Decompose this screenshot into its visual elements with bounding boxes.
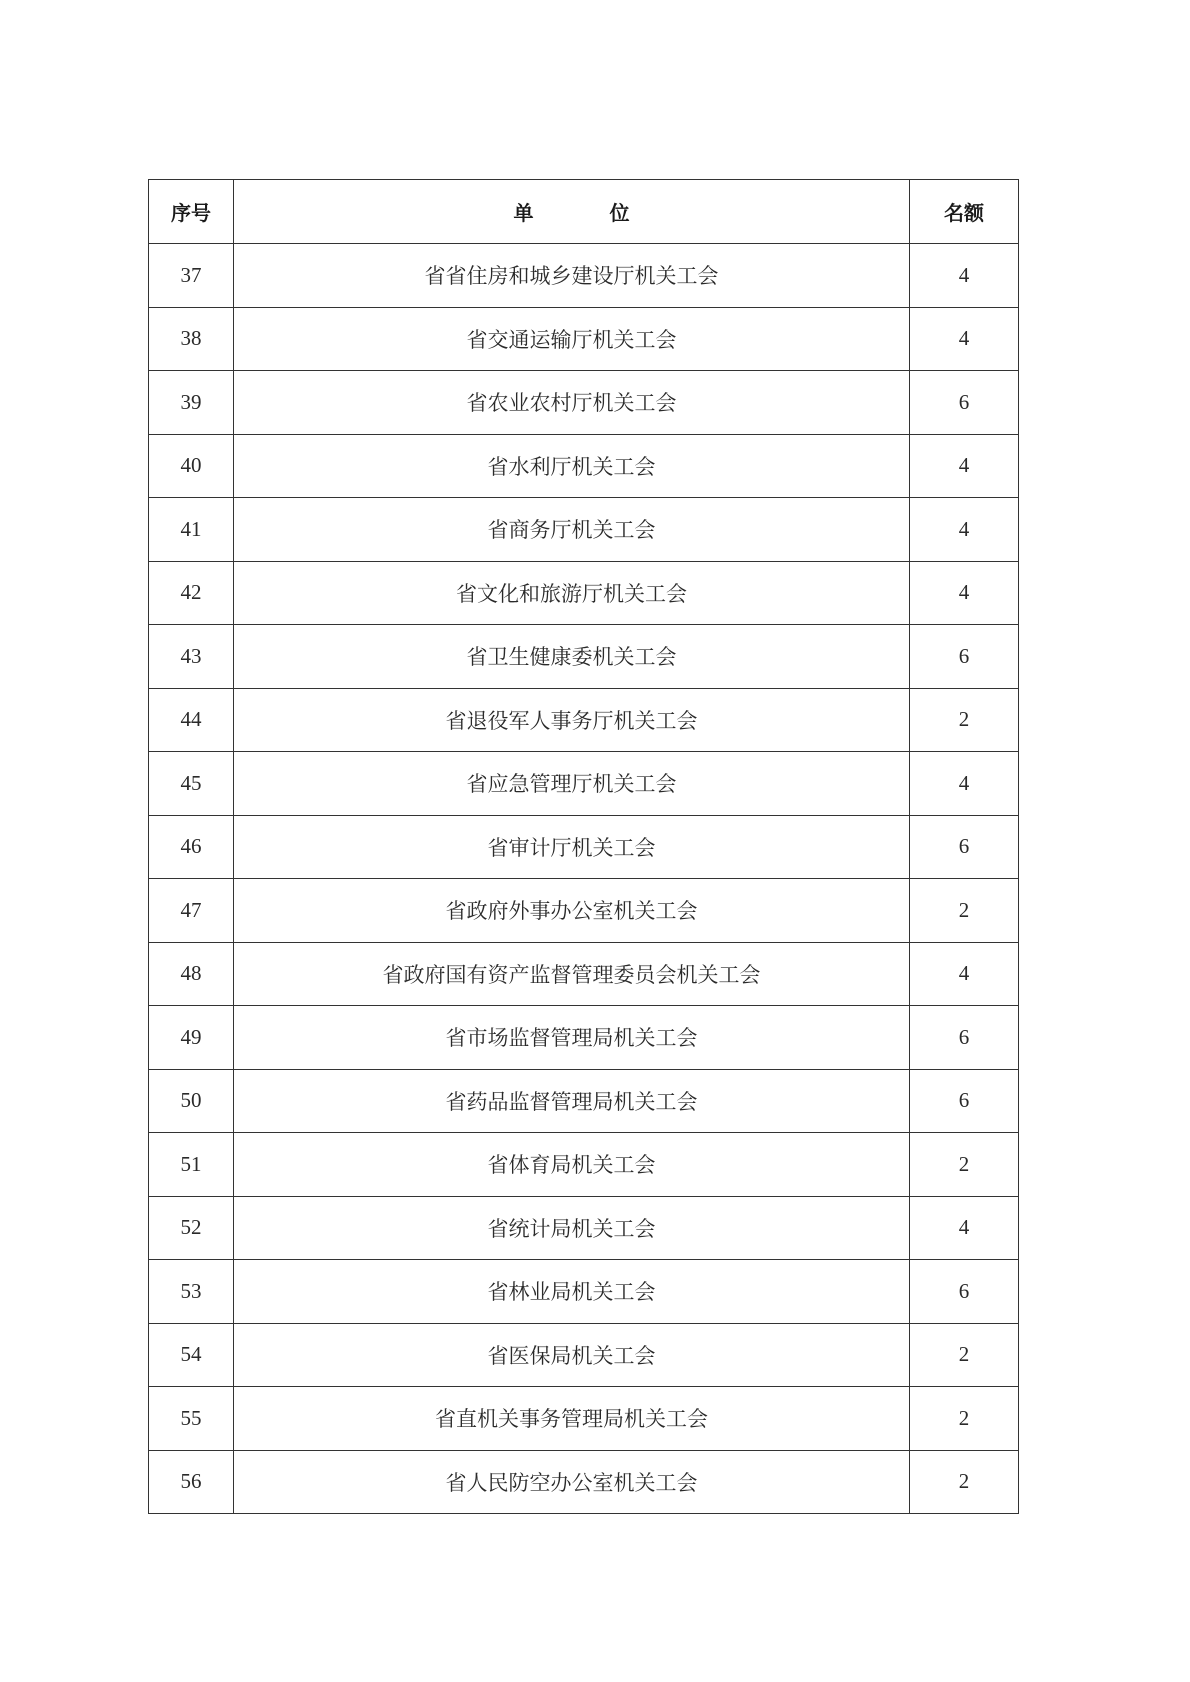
row-unit-cell: 省文化和旅游厅机关工会 <box>234 561 910 625</box>
table-row <box>149 561 1019 625</box>
row-unit-cell: 省统计局机关工会 <box>234 1196 910 1260</box>
row-unit-cell: 省商务厅机关工会 <box>234 498 910 562</box>
table-header <box>149 180 1019 244</box>
table-row <box>149 307 1019 371</box>
row-index-cell: 51 <box>149 1133 234 1197</box>
row-quota-cell: 4 <box>910 752 1019 816</box>
row-unit-cell: 省林业局机关工会 <box>234 1260 910 1324</box>
table-row <box>149 688 1019 752</box>
table-row <box>149 1196 1019 1260</box>
row-index-cell: 43 <box>149 625 234 689</box>
row-index-cell: 54 <box>149 1323 234 1387</box>
row-index-cell: 41 <box>149 498 234 562</box>
row-index-cell: 40 <box>149 434 234 498</box>
row-unit-cell: 省体育局机关工会 <box>234 1133 910 1197</box>
row-unit-cell: 省水利厅机关工会 <box>234 434 910 498</box>
header-index: 序号 <box>149 180 234 244</box>
table-row <box>149 942 1019 1006</box>
row-unit-cell: 省审计厅机关工会 <box>234 815 910 879</box>
table-row <box>149 498 1019 562</box>
row-index-cell: 39 <box>149 371 234 435</box>
row-unit-cell: 省医保局机关工会 <box>234 1323 910 1387</box>
row-unit-cell: 省应急管理厅机关工会 <box>234 752 910 816</box>
table-row <box>149 434 1019 498</box>
row-index-cell: 47 <box>149 879 234 943</box>
row-quota-cell: 4 <box>910 307 1019 371</box>
row-quota-cell: 2 <box>910 1133 1019 1197</box>
quota-table-container <box>148 179 1018 1514</box>
row-index-cell: 55 <box>149 1387 234 1451</box>
row-index-cell: 37 <box>149 244 234 308</box>
row-quota-cell: 2 <box>910 1387 1019 1451</box>
row-quota-cell: 4 <box>910 561 1019 625</box>
row-index-cell: 45 <box>149 752 234 816</box>
header-quota: 名额 <box>910 180 1019 244</box>
row-unit-cell: 省农业农村厅机关工会 <box>234 371 910 435</box>
row-quota-cell: 6 <box>910 1260 1019 1324</box>
row-quota-cell: 6 <box>910 1069 1019 1133</box>
row-index-cell: 56 <box>149 1450 234 1514</box>
table-row <box>149 371 1019 435</box>
row-unit-cell: 省市场监督管理局机关工会 <box>234 1006 910 1070</box>
row-index-cell: 46 <box>149 815 234 879</box>
row-index-cell: 42 <box>149 561 234 625</box>
row-quota-cell: 2 <box>910 1323 1019 1387</box>
row-quota-cell: 4 <box>910 244 1019 308</box>
table-row <box>149 879 1019 943</box>
row-quota-cell: 4 <box>910 498 1019 562</box>
table-body <box>149 244 1019 1514</box>
table-row <box>149 1006 1019 1070</box>
row-quota-cell: 4 <box>910 1196 1019 1260</box>
quota-table <box>148 179 1019 1514</box>
table-row <box>149 1069 1019 1133</box>
row-index-cell: 38 <box>149 307 234 371</box>
table-row <box>149 1260 1019 1324</box>
row-unit-cell: 省政府外事办公室机关工会 <box>234 879 910 943</box>
row-quota-cell: 6 <box>910 625 1019 689</box>
row-quota-cell: 4 <box>910 434 1019 498</box>
row-quota-cell: 4 <box>910 942 1019 1006</box>
row-quota-cell: 2 <box>910 879 1019 943</box>
header-unit: 单 位 <box>234 180 910 244</box>
table-row <box>149 625 1019 689</box>
row-index-cell: 48 <box>149 942 234 1006</box>
table-row <box>149 1133 1019 1197</box>
row-unit-cell: 省退役军人事务厅机关工会 <box>234 688 910 752</box>
table-row <box>149 1450 1019 1514</box>
row-index-cell: 44 <box>149 688 234 752</box>
row-quota-cell: 6 <box>910 815 1019 879</box>
row-unit-cell: 省药品监督管理局机关工会 <box>234 1069 910 1133</box>
row-unit-cell: 省卫生健康委机关工会 <box>234 625 910 689</box>
table-row <box>149 244 1019 308</box>
table-row <box>149 752 1019 816</box>
row-quota-cell: 2 <box>910 1450 1019 1514</box>
row-unit-cell: 省政府国有资产监督管理委员会机关工会 <box>234 942 910 1006</box>
row-unit-cell: 省直机关事务管理局机关工会 <box>234 1387 910 1451</box>
row-unit-cell: 省人民防空办公室机关工会 <box>234 1450 910 1514</box>
row-index-cell: 49 <box>149 1006 234 1070</box>
row-index-cell: 50 <box>149 1069 234 1133</box>
row-unit-cell: 省交通运输厅机关工会 <box>234 307 910 371</box>
table-row <box>149 815 1019 879</box>
row-quota-cell: 2 <box>910 688 1019 752</box>
row-quota-cell: 6 <box>910 1006 1019 1070</box>
table-row <box>149 1387 1019 1451</box>
header-row <box>149 180 1019 244</box>
row-index-cell: 52 <box>149 1196 234 1260</box>
table-row <box>149 1323 1019 1387</box>
row-unit-cell: 省省住房和城乡建设厅机关工会 <box>234 244 910 308</box>
row-quota-cell: 6 <box>910 371 1019 435</box>
row-index-cell: 53 <box>149 1260 234 1324</box>
